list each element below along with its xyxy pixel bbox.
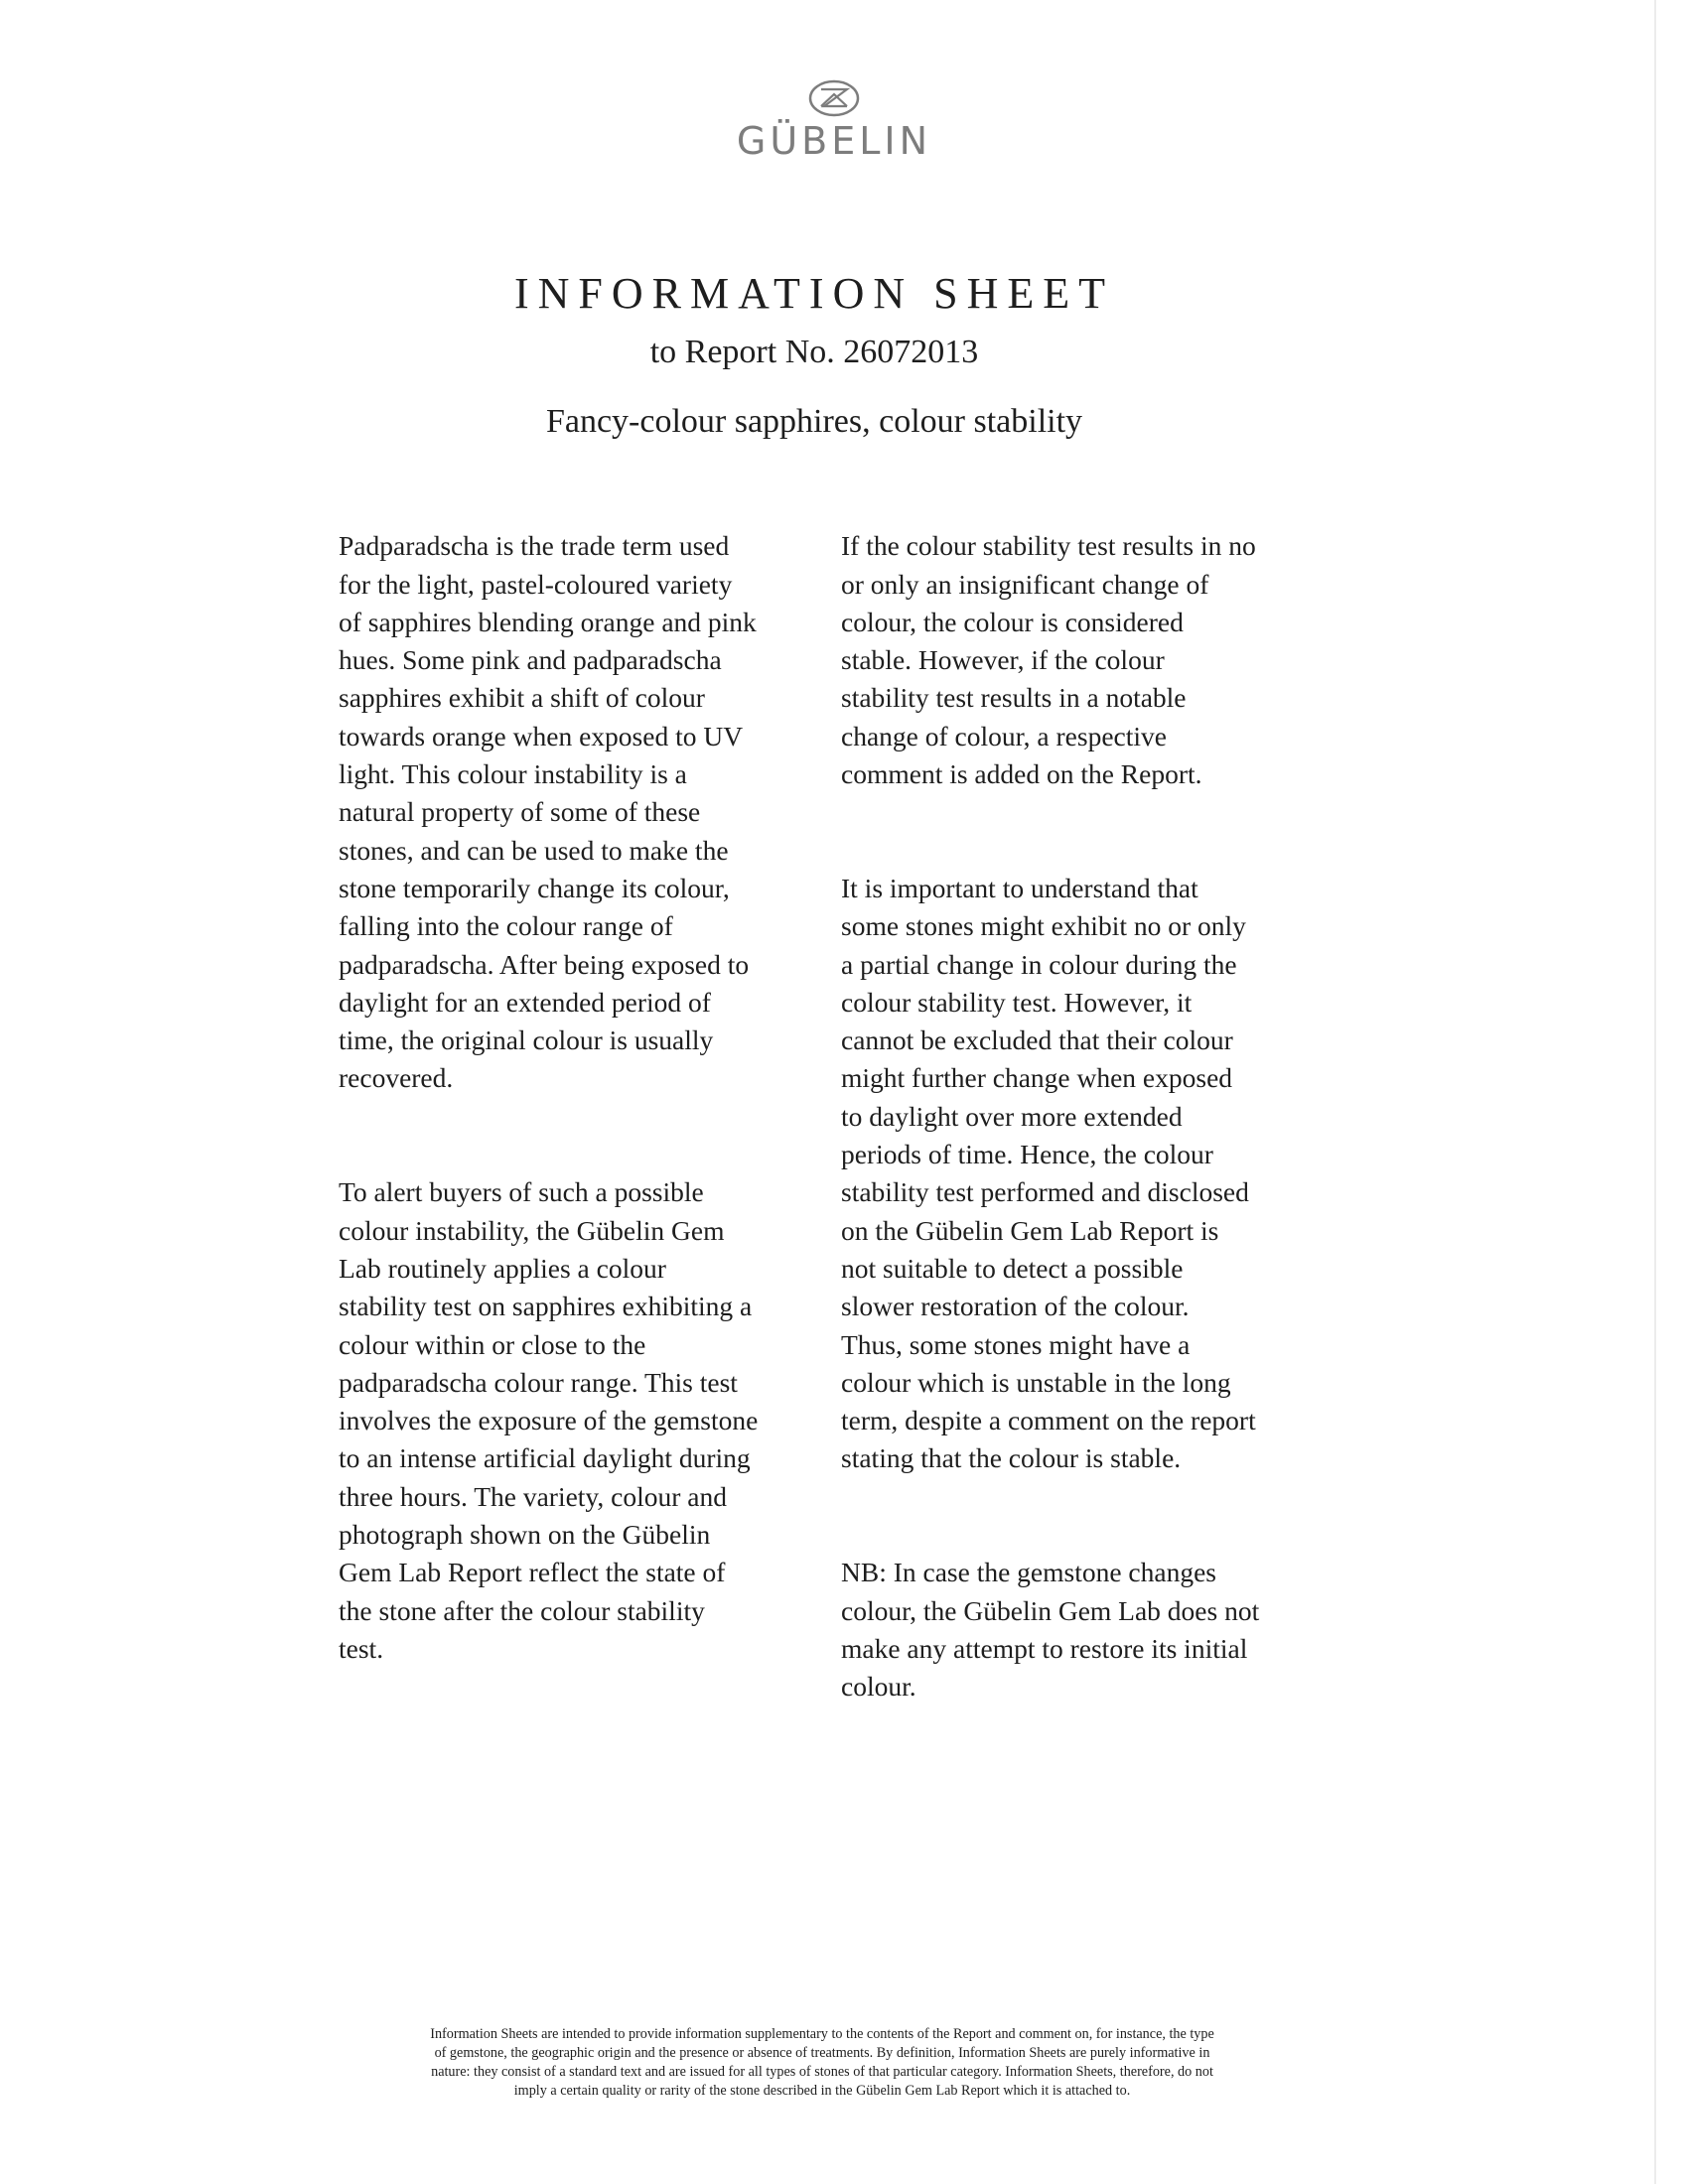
right-paragraph-3: NB: In case the gemstone changes colour, the Gübelin Gem Lab does not make any attempt to restore its initial colour. [841,1557,1260,1703]
gubelin-emblem-icon [807,77,861,119]
scan-edge-line [1654,0,1656,2184]
document-title: INFORMATION SHEET [514,269,1114,318]
right-paragraph-1: If the colour stability test results in no or only an insignificant change of colour, the colour is considered stable. However, if the colour stability test results in a notable change of colour, a respective comment is added on the Report. [841,530,1256,790]
gubelin-logo [685,77,983,161]
left-paragraph-2: To alert buyers of such a possible colour instability, the Gübelin Gem Lab routinely applies a colour stability test on sapphires exhibiting a colour within or close to the padparadscha colour range. This test involves the exposure of the gemstone to an intense artificial daylight during three hours. The variety, colour and photograph shown on the Gübelin Gem Lab Report reflect the state of the stone after the colour stability test. [339,1176,759,1664]
right-column [841,489,1328,1782]
subject-line: Fancy-colour sapphires, colour stability [545,403,1083,440]
logo-wordmark: GÜBELIN [736,119,932,163]
footer-disclaimer: Information Sheets are intended to provide information supplementary to the contents of the Report and comment on, for instance, the type of gemstone, the geographic origin and the presence or absence of treatments. By definition, Information Sheets are purely informative in nature: they consist of a standard text and are issued for all types of stones of that particular category. Information Sheets, therefore, do not imply a certain quality or rarity of the stone described in the Gübelin Gem Lab Report which it is attached to. [430,2026,1214,2099]
report-number-line: to Report No. 26072013 [649,334,979,370]
left-column [339,489,815,1744]
right-paragraph-2: It is important to understand that some stones might exhibit no or only a partial change in colour during the colour stability test. However, it cannot be excluded that their colour might further change when exposed to daylight over more extended periods of time. Hence, the colour stability test performed and disclosed on the Gübelin Gem Lab Report is not suitable to detect a possible slower restoration of the colour. Thus, some stones might have a colour which is unstable in the long term, despite a comment on the report stating that the colour is stable. [841,872,1256,1474]
left-paragraph-1: Padparadscha is the trade term used for the light, pastel-coloured variety of sapphires blending orange and pink hues. Some pink and padparadscha sapphires exhibit a shift of colour towards orange when exposed to UV light. This colour instability is a natural property of some of these stones, and can be used to make the stone temporarily change its colour, falling into the colour range of padparadscha. After being exposed to daylight for an extended period of time, the original colour is usually recovered. [339,530,757,1094]
